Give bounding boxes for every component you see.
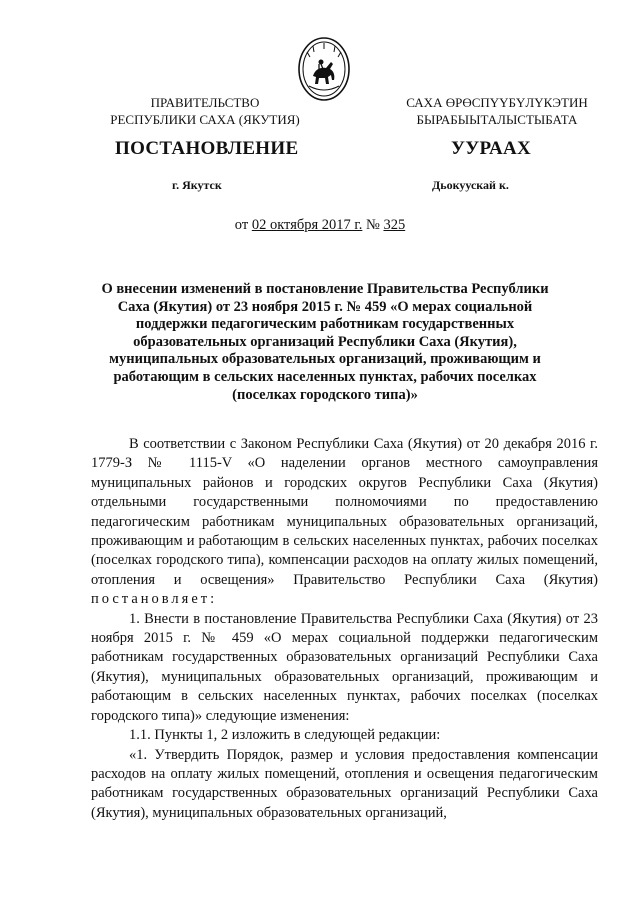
doc-type-sakha: УУРААХ [451,138,532,159]
paragraph-1-text: В соответствии с Законом Республики Саха (Якутия) от 20 декабря 2016 г. 1779-З № 1115-V «О наделении органов местного самоуправления муниципальных районов и городских округов Республики Саха (Якутия) отдельными государственными полномочиями по предоставлению педагогическим работникам муниципальных образовательных организаций, проживающим и работающим в сельских населенных пунктах, рабочих поселках (поселках городского типа), компенсации расходов на оплату жилых помещений, отопления и освещения» Правительство Республики Саха (Якутия) [91,436,598,588]
doc-type-russian: ПОСТАНОВЛЕНИЕ [115,138,299,159]
government-name-line2: РЕСПУБЛИКИ САХА (ЯКУТИЯ) [110,112,300,127]
document-title: О внесении изменений в постановление Правительства Республики Саха (Якутия) от 23 ноября 2015 г. № 459 «О мерах социальной поддержки педагогическим работникам государственных образовательных организаций Республики Саха (Якутия), муниципальных образовательных организаций, проживающим и работающим в сельских населенных пунктах, рабочих поселках (поселках городского типа)» [101,281,549,403]
government-name-line1: ПРАВИТЕЛЬСТВО [150,95,260,110]
body-paragraph-2: 1. Внести в постановление Правительства Республики Саха (Якутия) от 23 ноября 2015 г. № 459 «О мерах социальной поддержки педагогическим работникам государственных образовательных организаций Республики Саха (Якутия), муниципальных образовательных организаций, проживающим и работающим в сельских населенных пунктах, рабочих поселках (поселках городского типа)» следующие изменения: [91,610,598,724]
government-name-sakha-line1: САХА ӨРӨСПҮҮБҮЛҮКЭТИН [406,95,588,110]
body-paragraph-3: 1.1. Пункты 1, 2 изложить в следующей редакции: [129,727,441,744]
city-sakha: Дьокуускай к. [432,178,509,192]
government-name [105,94,305,128]
document-date: 02 октября 2017 г. [251,217,363,233]
date-prefix: от [234,217,252,233]
body-paragraph-1 [91,435,598,610]
government-name-sakha [382,94,612,128]
sakha-coat-of-arms-icon [297,36,351,102]
government-name-sakha-line2: БЫРАБЫЫТАЛЫСТЫБАТА [416,112,578,127]
decree-word: постановляет: [91,591,218,608]
date-number-line [0,217,640,234]
document-number: 325 [383,217,406,233]
city-russian: г. Якутск [172,178,222,192]
body-paragraph-4: «1. Утвердить Порядок, размер и условия предоставления компенсации расходов на оплату жилых помещений, отопления и освещения педагогическим работникам государственных образовательных организаций Республики Саха (Якутия), муниципальных образовательных организаций, [91,746,598,821]
document-body [91,435,598,823]
number-prefix: № [362,217,384,233]
